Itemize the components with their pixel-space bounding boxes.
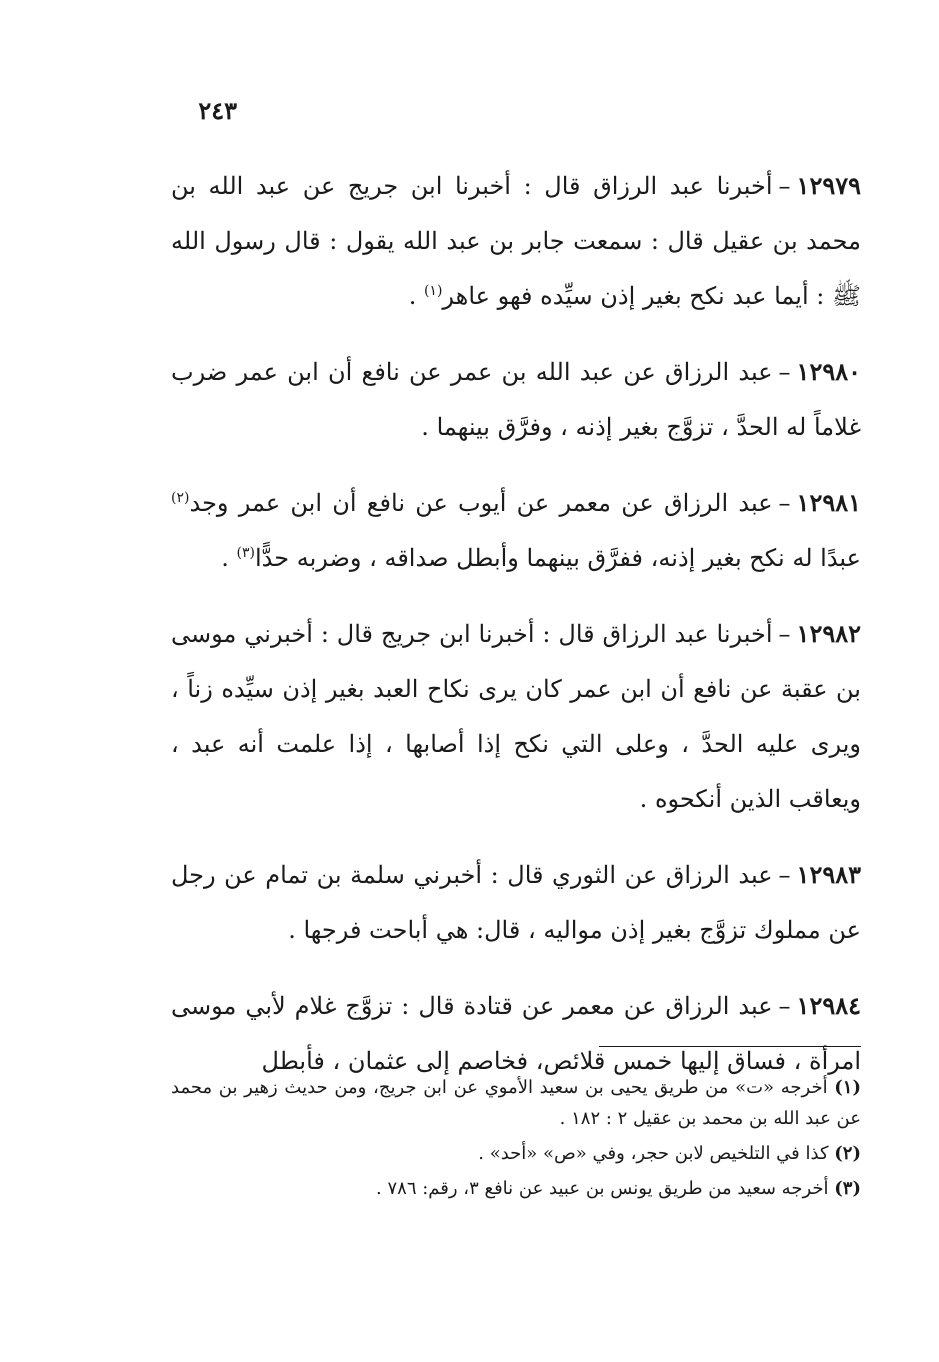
footnote-text: أخرجه سعيد من طريق يونس بن عبيد عن نافع ٣، رقم: ٧٨٦ . <box>376 1178 829 1199</box>
footnote-1 <box>171 1072 861 1134</box>
footnote-divider <box>599 1046 861 1047</box>
hadith-separator: – <box>778 172 791 200</box>
footnote-reference: (١) <box>423 283 443 299</box>
hadith-text-continued: عبدًا له نكح بغير إذنه، ففرَّق بينهما وأبطل صداقه ، وضربه حدًّا <box>254 544 861 572</box>
footnotes <box>171 1072 861 1208</box>
hadith-12979 <box>171 158 861 324</box>
footnote-label: (٢) <box>834 1143 861 1164</box>
hadith-separator: – <box>778 620 791 648</box>
hadith-text: عبد الرزاق عن عبد الله بن عمر عن نافع أن ابن عمر ضرب غلاماً له الحدَّ ، تزوَّج بغير إذنه ، وفرَّق بينهما <box>171 358 861 441</box>
hadith-text: أخبرنا عبد الرزاق قال : أخبرنا ابن جريج قال : أخبرني موسى بن عقبة عن نافع أن ابن عمر كان يرى نكاح العبد بغير إذن سيِّده زناً ، ويرى عليه الحدَّ ، وعلى التي نكح إذا أصابها ، إذا علمت أنه عبد ، ويعاقب الذين أنكحوه <box>171 620 861 813</box>
footnote-3 <box>171 1173 861 1204</box>
hadith-text: عبد الرزاق عن معمر عن قتادة قال : تزوَّج غلام لأبي موسى امرأة ، فساق إليها خمس قلائص، فخاصم إلى عثمان ، فأبطل <box>171 992 861 1075</box>
footnote-label: (١) <box>834 1077 861 1098</box>
hadith-text: عبد الرزاق عن الثوري قال : أخبرني سلمة بن تمام عن رجل عن مملوك تزوَّج بغير إذن مواليه ، قال: هي أباحت فرجها <box>171 861 861 944</box>
footnote-label: (٣) <box>834 1178 861 1199</box>
hadith-separator: – <box>778 992 791 1020</box>
footnote-2 <box>171 1138 861 1169</box>
footnote-reference: (٣) <box>236 545 255 561</box>
hadith-number: ١٢٩٨٠ <box>796 357 861 386</box>
hadith-separator: – <box>778 358 791 386</box>
hadith-number: ١٢٩٨٤ <box>796 991 861 1020</box>
footnote-text: أخرجه «ت» من طريق يحيى بن سعيد الأموي عن ابن جريج، ومن حديث زهير بن محمد عن عبد الله بن محمد بن عقيل ٢ : ١٨٢ . <box>171 1077 861 1129</box>
footnote-text: كذا في التلخيص لابن حجر، وفي «ص» «أحد» . <box>478 1143 829 1164</box>
hadith-separator: – <box>778 861 791 889</box>
hadith-12983 <box>171 847 861 958</box>
main-text <box>171 158 861 1109</box>
hadith-number: ١٢٩٨٣ <box>796 860 861 889</box>
hadith-12982 <box>171 606 861 827</box>
hadith-12980 <box>171 344 861 455</box>
hadith-ending: . <box>288 916 304 944</box>
hadith-ending: . <box>408 282 424 310</box>
hadith-separator: – <box>778 489 791 517</box>
hadith-text: أخبرنا عبد الرزاق قال : أخبرنا ابن جريج عن عبد الله بن محمد بن عقيل قال : سمعت جابر بن عبد الله يقول : قال رسول الله ﷺ : أيما عبد نكح بغير إذن سيِّده فهو عاهر <box>171 172 862 310</box>
hadith-ending: . <box>639 785 655 813</box>
hadith-number: ١٢٩٨١ <box>796 488 861 517</box>
hadith-text: عبد الرزاق عن معمر عن أيوب عن نافع أن ابن عمر وجد <box>189 489 773 517</box>
footnote-reference: (٢) <box>171 490 190 506</box>
hadith-ending: . <box>221 544 237 572</box>
page-number: ٢٤٣ <box>198 96 237 125</box>
hadith-number: ١٢٩٨٢ <box>796 619 861 648</box>
hadith-number: ١٢٩٧٩ <box>796 171 861 200</box>
hadith-12981 <box>171 475 861 586</box>
hadith-ending: . <box>421 413 437 441</box>
